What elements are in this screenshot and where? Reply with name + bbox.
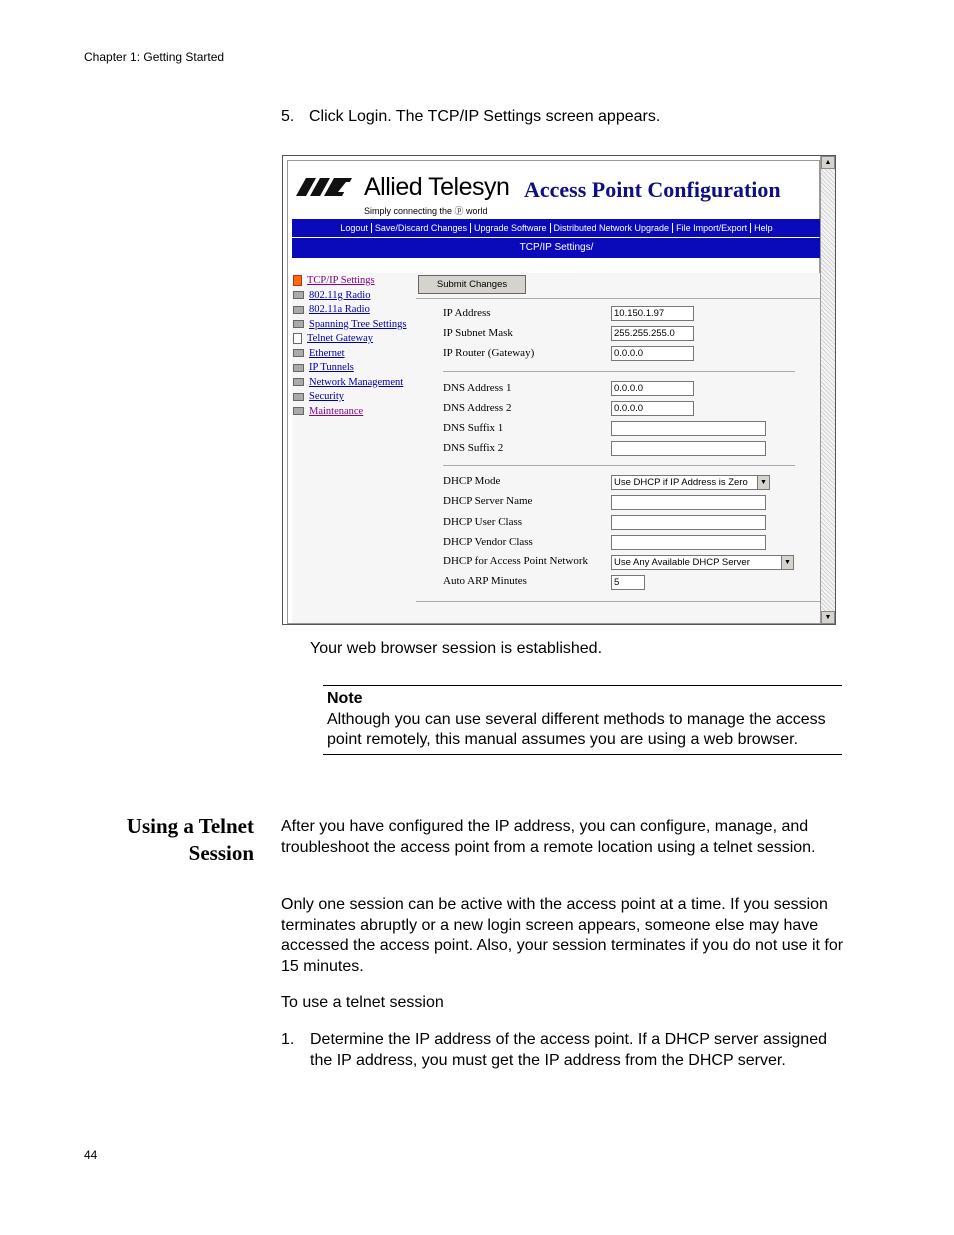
field-label: Auto ARP Minutes bbox=[443, 575, 527, 587]
dhcp-user-class-input[interactable] bbox=[611, 515, 766, 530]
sidebar-link[interactable]: TCP/IP Settings bbox=[307, 275, 375, 286]
section-heading bbox=[100, 813, 254, 867]
dns-suffix-2-input[interactable] bbox=[611, 441, 766, 456]
paragraph: Only one session can be active with the access point at a time. If you session terminates abruptly or a new login screen appears, someone else may have accessed the access point. Also, your session terminates if you do not use it for 15 minutes. bbox=[281, 896, 844, 975]
sidebar-link[interactable]: Spanning Tree Settings bbox=[309, 318, 407, 330]
sidebar-item-security[interactable] bbox=[293, 391, 344, 405]
vertical-scrollbar[interactable] bbox=[820, 156, 835, 624]
folder-icon bbox=[293, 306, 304, 314]
note-text: Although you can use several different methods to manage the access point remotely, this manual assumes you are using a web browser. bbox=[327, 710, 826, 748]
field-label: DNS Address 2 bbox=[443, 402, 512, 414]
sidebar-item-maintenance[interactable] bbox=[293, 406, 363, 420]
sidebar-link[interactable]: Network Management bbox=[309, 376, 404, 388]
divider bbox=[443, 371, 795, 372]
sidebar-link[interactable]: 802.11a Radio bbox=[309, 304, 370, 315]
chevron-down-icon[interactable]: ▼ bbox=[757, 476, 769, 489]
dns-suffix-1-input[interactable] bbox=[611, 421, 766, 436]
nav-help[interactable]: Help bbox=[754, 223, 773, 233]
settings-form bbox=[416, 273, 821, 623]
nav-file-import-export[interactable]: File Import/Export bbox=[673, 223, 751, 233]
brand-tagline: Simply connecting the ⓟ world bbox=[364, 206, 488, 216]
submit-changes-button[interactable]: Submit Changes bbox=[418, 275, 526, 294]
folder-icon bbox=[293, 393, 304, 401]
browser-frame bbox=[287, 160, 820, 624]
divider bbox=[416, 601, 821, 602]
sidebar-link[interactable]: 802.11g Radio bbox=[309, 289, 371, 301]
tcpip-settings-screenshot bbox=[282, 155, 836, 625]
section-heading-line1: Using a Telnet bbox=[126, 814, 254, 838]
sidebar-item-telnet-gateway[interactable] bbox=[293, 333, 373, 347]
folder-icon bbox=[293, 320, 304, 328]
note-title: Note bbox=[327, 690, 363, 707]
note-box bbox=[323, 685, 842, 755]
section-heading-line2: Session bbox=[188, 841, 254, 865]
top-nav bbox=[292, 219, 821, 237]
scroll-up-icon[interactable]: ▲ bbox=[821, 156, 835, 169]
dhcp-server-name-input[interactable] bbox=[611, 495, 766, 510]
router-input[interactable]: 0.0.0.0 bbox=[611, 346, 694, 361]
scroll-down-icon[interactable]: ▼ bbox=[821, 611, 835, 624]
sidebar-item-tcpip[interactable] bbox=[293, 275, 375, 289]
folder-icon bbox=[293, 349, 304, 357]
dns-address-2-input[interactable]: 0.0.0.0 bbox=[611, 401, 694, 416]
sidebar-link[interactable]: IP Tunnels bbox=[309, 362, 354, 373]
field-label: IP Subnet Mask bbox=[443, 327, 513, 339]
nav-logout[interactable]: Logout bbox=[337, 223, 372, 233]
field-label: DHCP Server Name bbox=[443, 495, 533, 507]
subnet-mask-input[interactable]: 255.255.255.0 bbox=[611, 326, 694, 341]
dns-address-1-input[interactable]: 0.0.0.0 bbox=[611, 381, 694, 396]
chapter-header: Chapter 1: Getting Started bbox=[84, 50, 225, 64]
brand-name: Allied Telesyn bbox=[364, 173, 510, 201]
field-label: DNS Address 1 bbox=[443, 382, 512, 394]
step-1 bbox=[281, 1030, 846, 1071]
ip-address-input[interactable]: 10.150.1.97 bbox=[611, 306, 694, 321]
page-icon bbox=[293, 275, 302, 286]
dhcp-ap-network-select[interactable] bbox=[611, 555, 794, 570]
field-label: DNS Suffix 1 bbox=[443, 422, 504, 434]
step-5 bbox=[281, 108, 660, 126]
field-label: IP Router (Gateway) bbox=[443, 347, 535, 359]
field-label: DHCP for Access Point Network bbox=[443, 555, 589, 567]
nav-upgrade-software[interactable]: Upgrade Software bbox=[471, 223, 551, 233]
sidebar-link[interactable]: Maintenance bbox=[309, 405, 364, 417]
sidebar bbox=[292, 273, 417, 623]
auto-arp-minutes-input[interactable]: 5 bbox=[611, 575, 645, 590]
step-text: Determine the IP address of the access point. If a DHCP server assigned the IP address, you must get the IP address from the DHCP server. bbox=[310, 1031, 827, 1069]
select-value: Use DHCP if IP Address is Zero bbox=[614, 477, 748, 488]
paragraph: To use a telnet session bbox=[281, 994, 444, 1011]
sidebar-item-spanning-tree[interactable] bbox=[293, 319, 406, 333]
field-label: IP Address bbox=[443, 307, 491, 319]
app-title: Access Point Configuration bbox=[524, 177, 781, 202]
field-label: DHCP Mode bbox=[443, 475, 501, 487]
select-value: Use Any Available DHCP Server bbox=[614, 557, 750, 568]
sidebar-item-80211g[interactable] bbox=[293, 290, 370, 304]
paragraph: After you have configured the IP address, you can configure, manage, and troubleshoot the access point from a remote location using a telnet session. bbox=[281, 818, 816, 856]
page-icon bbox=[293, 333, 302, 344]
field-label: DNS Suffix 2 bbox=[443, 442, 504, 454]
step-number: 1. bbox=[281, 1031, 295, 1048]
nav-save-discard[interactable]: Save/Discard Changes bbox=[372, 223, 471, 233]
sidebar-link[interactable]: Ethernet bbox=[309, 347, 345, 359]
field-label: DHCP Vendor Class bbox=[443, 536, 533, 548]
field-label: DHCP User Class bbox=[443, 516, 523, 528]
sidebar-link[interactable]: Telnet Gateway bbox=[307, 333, 374, 344]
breadcrumb: TCP/IP Settings/ bbox=[292, 238, 821, 258]
sidebar-item-network-management[interactable] bbox=[293, 377, 403, 391]
folder-icon bbox=[293, 407, 304, 415]
divider bbox=[416, 298, 821, 299]
dhcp-vendor-class-input[interactable] bbox=[611, 535, 766, 550]
folder-icon bbox=[293, 364, 304, 372]
sidebar-item-ip-tunnels[interactable] bbox=[293, 362, 354, 376]
nav-distributed-upgrade[interactable]: Distributed Network Upgrade bbox=[551, 223, 674, 233]
folder-icon bbox=[293, 291, 304, 299]
step-text: Click Login. The TCP/IP Settings screen appears. bbox=[309, 108, 661, 125]
logo-mark-icon bbox=[294, 178, 359, 196]
established-text: Your web browser session is established. bbox=[310, 640, 603, 657]
page-number: 44 bbox=[84, 1148, 98, 1162]
step-number: 5. bbox=[281, 108, 295, 125]
folder-icon bbox=[293, 378, 304, 386]
sidebar-item-ethernet[interactable] bbox=[293, 348, 345, 362]
divider bbox=[443, 465, 795, 466]
chevron-down-icon[interactable]: ▼ bbox=[781, 556, 793, 569]
sidebar-link[interactable]: Security bbox=[309, 391, 344, 402]
sidebar-item-80211a[interactable] bbox=[293, 304, 370, 318]
dhcp-mode-select[interactable] bbox=[611, 475, 770, 490]
